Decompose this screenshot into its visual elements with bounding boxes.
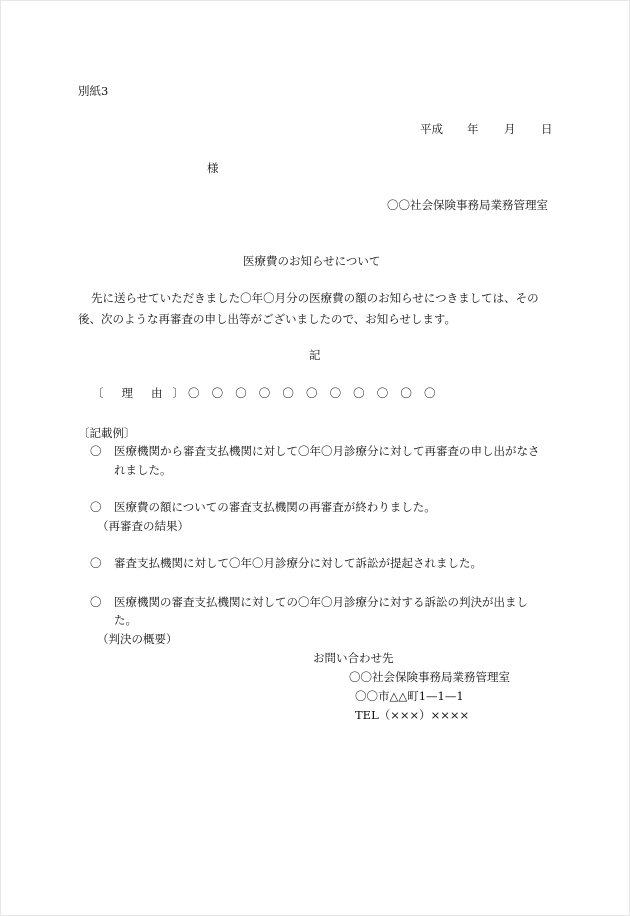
- reason-open-bracket: 〔: [92, 386, 104, 400]
- contact-tel: TEL（×××）××××: [355, 708, 470, 722]
- example-2-note: （再審査の結果）: [97, 519, 189, 533]
- reason-circle: 〇: [329, 386, 342, 400]
- example-1-line-2: れました。: [114, 463, 172, 477]
- example-3-line-1: 審査支払機関に対して〇年〇月診療分に対して訴訟が提起されました。: [114, 556, 482, 570]
- contact-address: 〇〇市△△町1—1—1: [355, 689, 464, 703]
- example-4-line-1: 医療機関の審査支払機関に対しての〇年〇月診療分に対する訴訟の判決が出まし: [114, 595, 528, 609]
- reason-label-char-2: 由: [151, 386, 163, 400]
- example-4-note: （判決の概要）: [97, 632, 178, 646]
- reason-circle: 〇: [305, 386, 318, 400]
- date-day-unit: 日: [541, 122, 553, 136]
- reason-row: [92, 388, 448, 400]
- sender: 〇〇社会保険事務局業務管理室: [387, 198, 548, 212]
- contact-heading: お問い合わせ先: [313, 651, 394, 665]
- reason-circle: 〇: [353, 386, 365, 400]
- reason-circle: 〇: [376, 386, 389, 400]
- intro-line-1: 先に送らせていただきました〇年〇月分の医療費の額のお知らせにつきましては、その: [91, 291, 539, 305]
- addressee-suffix: 様: [207, 161, 219, 175]
- example-3-bullet: 〇: [90, 556, 102, 570]
- reason-close-bracket: 〕: [172, 386, 184, 400]
- reason-circle: 〇: [258, 386, 271, 400]
- reason-circle: 〇: [211, 386, 224, 400]
- example-4-bullet: 〇: [90, 595, 102, 609]
- reason-circle: 〇: [188, 386, 200, 400]
- reason-circle: 〇: [423, 386, 436, 400]
- ki-heading: 記: [309, 348, 321, 362]
- document-title: 医療費のお知らせについて: [243, 254, 381, 268]
- intro-line-2: 後、次のような再審査の申し出等がございましたので、お知らせします。: [78, 312, 457, 326]
- date-year-unit: 年: [467, 122, 479, 136]
- example-1-bullet: 〇: [90, 444, 102, 458]
- reason-label-char-1: 理: [121, 386, 133, 400]
- reason-circle: 〇: [235, 386, 247, 400]
- examples-heading: 〔記載例〕: [78, 426, 136, 440]
- reason-label: [92, 388, 184, 400]
- attachment-label: 別紙3: [78, 84, 109, 98]
- example-1-line-1: 医療機関から審査支払機関に対して〇年〇月診療分に対して再審査の申し出がなさ: [114, 444, 540, 458]
- reason-circle: 〇: [400, 386, 412, 400]
- reason-placeholder-circles: [188, 388, 448, 400]
- date-era: 平成: [420, 122, 443, 136]
- contact-office: 〇〇社会保険事務局業務管理室: [349, 670, 510, 684]
- date-month-unit: 月: [504, 122, 516, 136]
- example-2-bullet: 〇: [90, 500, 102, 514]
- example-2-line-1: 医療費の額についての審査支払機関の再審査が終わりました。: [114, 500, 436, 514]
- reason-circle: 〇: [282, 386, 294, 400]
- example-4-line-2: た。: [114, 613, 137, 627]
